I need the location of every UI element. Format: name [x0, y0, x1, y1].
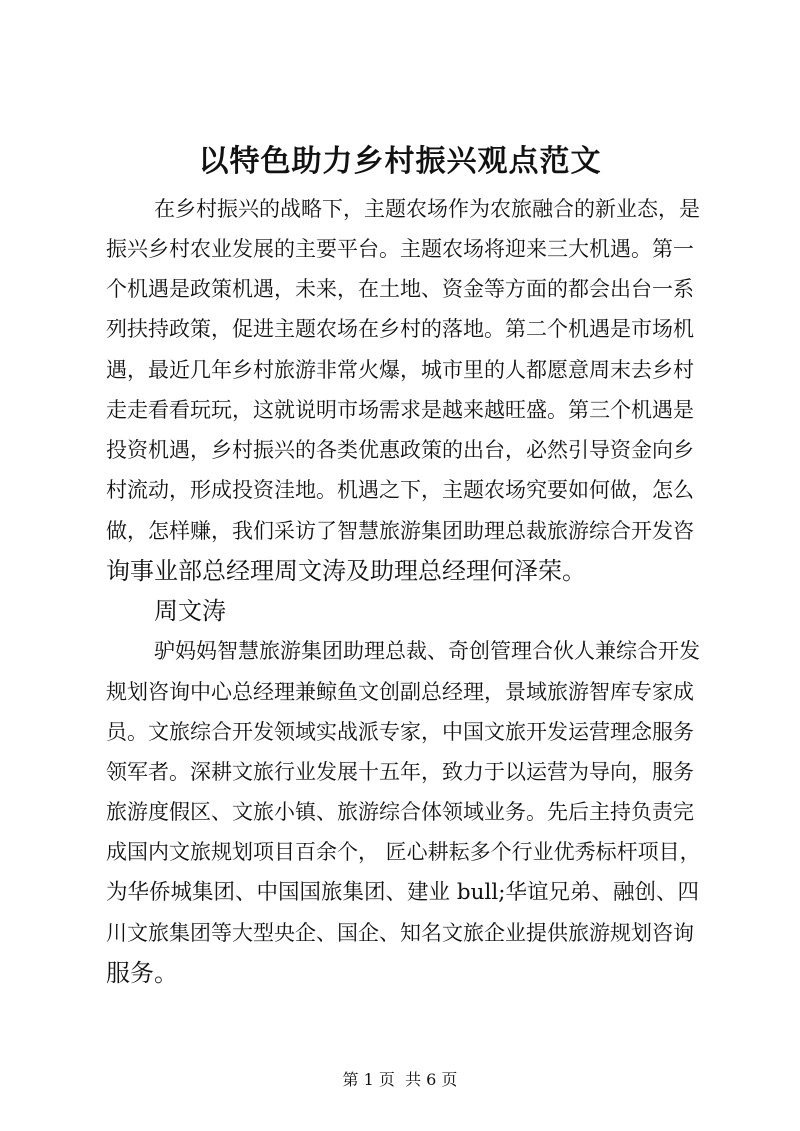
body-line: 在乡村振兴的战略下，主题农场作为农旅融合的新业态，是	[154, 197, 700, 221]
body-line: 为华侨城集团、中国国旅集团、建业 bull;华谊兄弟、融创、四	[106, 880, 699, 905]
section-heading: 周文涛	[154, 597, 226, 625]
body-line: 走走看看玩玩，这就说明市场需求是越来越旺盛。第三个机遇是	[106, 398, 694, 422]
body-line: 员。文旅综合开发领域实战派专家，中国文旅开发运营理念服务	[106, 720, 694, 744]
body-line: 川文旅集团等大型央企、国企、知名文旅企业提供旅游规划咨询	[106, 921, 694, 945]
body-line: 做，怎样赚，我们采访了智慧旅游集团助理总裁旅游综合开发咨	[106, 519, 694, 543]
body-line: 个机遇是政策机遇，未来，在土地、资金等方面的都会出台一系	[106, 277, 694, 301]
body-line: 领军者。深耕文旅行业发展十五年，致力于以运营为导向，服务	[106, 760, 694, 784]
document-title: 以特色助力乡村振兴观点范文	[198, 144, 602, 179]
body-line: 振兴乡村农业发展的主要平台。主题农场将迎来三大机遇。第一	[106, 237, 694, 261]
body-line: 服务。	[106, 959, 178, 987]
body-line: 询事业部总经理周文涛及助理总经理何泽荣。	[106, 557, 586, 585]
body-line: 成国内文旅规划项目百余个， 匠心耕耘多个行业优秀标杆项目，	[106, 840, 701, 864]
body-line: 村流动，形成投资洼地。机遇之下，主题农场究要如何做，怎么	[106, 478, 694, 502]
body-line: 旅游度假区、文旅小镇、旅游综合体领域业务。先后主持负责完	[106, 800, 694, 824]
page-number-footer: 第 1 页 共 6 页	[342, 1070, 458, 1089]
body-line: 投资机遇，乡村振兴的各类优惠政策的出台，必然引导资金向乡	[106, 438, 694, 462]
body-line: 驴妈妈智慧旅游集团助理总裁、奇创管理合伙人兼综合开发	[154, 639, 700, 663]
body-line: 规划咨询中心总经理兼鲸鱼文创副总经理，景域旅游智库专家成	[106, 680, 694, 704]
body-line: 遇，最近几年乡村旅游非常火爆，城市里的人都愿意周末去乡村	[106, 358, 694, 382]
body-line: 列扶持政策，促进主题农场在乡村的落地。第二个机遇是市场机	[106, 317, 694, 341]
